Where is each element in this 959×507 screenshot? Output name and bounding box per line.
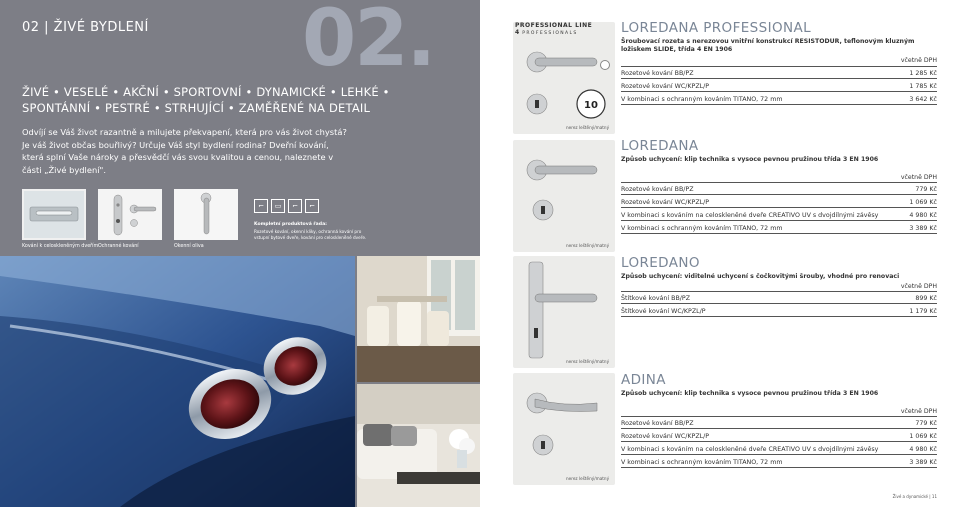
table-row: V kombinaci s kováním na celoskleněné dveře CREATIVO UV s dvojdílnými závěsy 4 980 Kč — [621, 208, 937, 221]
thumb-label-window: Okenní olivа — [174, 244, 204, 249]
product-desc: Šroubovací rozeta s nerezovou vnitřní konstrukcí RESISTODUR, teflonovým kluzným ložiskem SLIDE, třída 4 EN 1906 — [621, 38, 915, 53]
vat-label: včetně DPH — [900, 174, 937, 181]
thumb-window-handle — [174, 189, 238, 240]
page-footer: Živé a dynamické | 11 — [892, 494, 937, 499]
badge-line: PROFESSIONAL LINE — [515, 22, 593, 29]
interior-photo-dining — [357, 256, 480, 382]
product-caption: nerez leštěný/matný — [566, 359, 610, 364]
product-title — [621, 20, 811, 36]
combo-text: Rozetové kování, okenní kliky, ochranná kování pro vstupní bytové dveře, kování pro celoskleněné dveře. — [254, 229, 367, 240]
car-photo — [0, 256, 355, 507]
product-desc: Způsob uchycení: klip technika s vysoce pevnou pružinou třída 3 EN 1906 — [621, 156, 879, 163]
price-table — [621, 182, 937, 234]
selector-radio[interactable] — [600, 60, 610, 70]
section-title: 02 | ŽIVÉ BYDLENÍ — [22, 20, 149, 35]
thumb-label-glass-door: Kování k celoskleněným dveřím — [22, 244, 99, 249]
window-icon: ▭ — [271, 199, 285, 213]
table-row: Štítkové kování BB/PZ 899 Kč — [621, 291, 937, 304]
product-caption: nerez leštěný/matný — [566, 125, 610, 130]
product-image-loredano — [513, 256, 615, 368]
right-page — [480, 0, 959, 507]
product-title: LOREDANO — [621, 255, 700, 271]
product-caption: nerez leštěný/matný — [566, 243, 610, 248]
price-table — [621, 291, 937, 317]
security-icon: ⌐ — [288, 199, 302, 213]
price-table — [621, 416, 937, 468]
thumb-security-hardware — [98, 189, 162, 240]
table-row: Rozetové kování WC/KPZL/P 1 069 Kč — [621, 195, 937, 208]
vat-label: včetně DPH — [900, 283, 937, 290]
combo-title: Kompletní produktová řada: — [254, 222, 327, 227]
product-desc: Způsob uchycení: klip technika s vysoce pevnou pružinou třída 3 EN 1906 — [621, 390, 879, 397]
thumb-glass-door — [22, 189, 86, 240]
professional-line-badge — [515, 22, 592, 36]
table-row: V kombinaci s ochranným kováním TITANO, 72 mm 3 389 Kč — [621, 455, 937, 468]
table-row: V kombinaci s ochranným kováním TITANO, 72 mm 3 389 Kč — [621, 221, 937, 234]
product-caption: nerez leštěný/matný — [566, 476, 610, 481]
interior-photo-living — [357, 384, 480, 507]
thumb-label-security: Ochranné kování — [98, 244, 139, 249]
tagline: ŽIVÉ • VESELÉ • AKČNÍ • SPORTOVNÍ • DYNAMICKÉ • LEHKÉ • SPONTÁNNÍ • PESTRÉ • STRHUJÍCÍ • ZAMĚŘENÉ NA DETAIL — [22, 85, 390, 115]
badge-sub: PROFESSIONALS — [522, 31, 578, 36]
product-desc: Způsob uchycení: viditelné uchycení s čočkovitými šrouby, vhodné pro renovaci — [621, 273, 900, 280]
product-title: ADINA — [621, 372, 666, 388]
table-row: Rozetové kování BB/PZ 779 Kč — [621, 182, 937, 195]
glass-door-icon: ⌐ — [305, 199, 319, 213]
product-image-loredana-professional — [513, 22, 615, 134]
product-image-loredana — [513, 140, 615, 252]
badge-num: 4 — [515, 29, 520, 36]
product-name-suffix: PROFESSIONAL — [703, 20, 812, 36]
vat-label: včetně DPH — [900, 57, 937, 64]
table-row: Rozetové kování WC/KPZL/P 1 069 Kč — [621, 429, 937, 442]
table-row: Rozetové kování BB/PZ 779 Kč — [621, 416, 937, 429]
product-title: LOREDANA — [621, 138, 699, 154]
table-row: Rozetové kování BB/PZ 1 285 Kč — [621, 66, 937, 79]
table-row: Štítkové kování WC/KPZL/P 1 179 Kč — [621, 304, 937, 317]
vat-label: včetně DPH — [900, 408, 937, 415]
price-table — [621, 66, 937, 105]
table-row: V kombinaci s ochranným kováním TITANO, 72 mm 3 642 Kč — [621, 92, 937, 105]
product-image-adina — [513, 373, 615, 485]
product-name: LOREDANA — [621, 20, 699, 36]
table-row: Rozetové kování WC/KPZL/P 1 785 Kč — [621, 79, 937, 92]
rosette-icon: ⌐ — [254, 199, 268, 213]
intro-text: Odvíjí se Váš život razantně a milujete překvapení, která pro vás život chystá? Je váš život občas bouřlivý? Určuje Váš styl bydlení rodina? Dveřní kování, která splní Vaše nároky a přesvědčí vás svou kvalitou a cenou, naleznete v části „Živé bydlení". — [22, 127, 347, 175]
product-range-icons — [254, 199, 319, 213]
table-row: V kombinaci s kováním na celoskleněné dveře CREATIVO UV s dvojdílnými závěsy 4 980 Kč — [621, 442, 937, 455]
chapter-number: 02. — [302, 0, 435, 84]
svg-text:10: 10 — [584, 100, 598, 111]
